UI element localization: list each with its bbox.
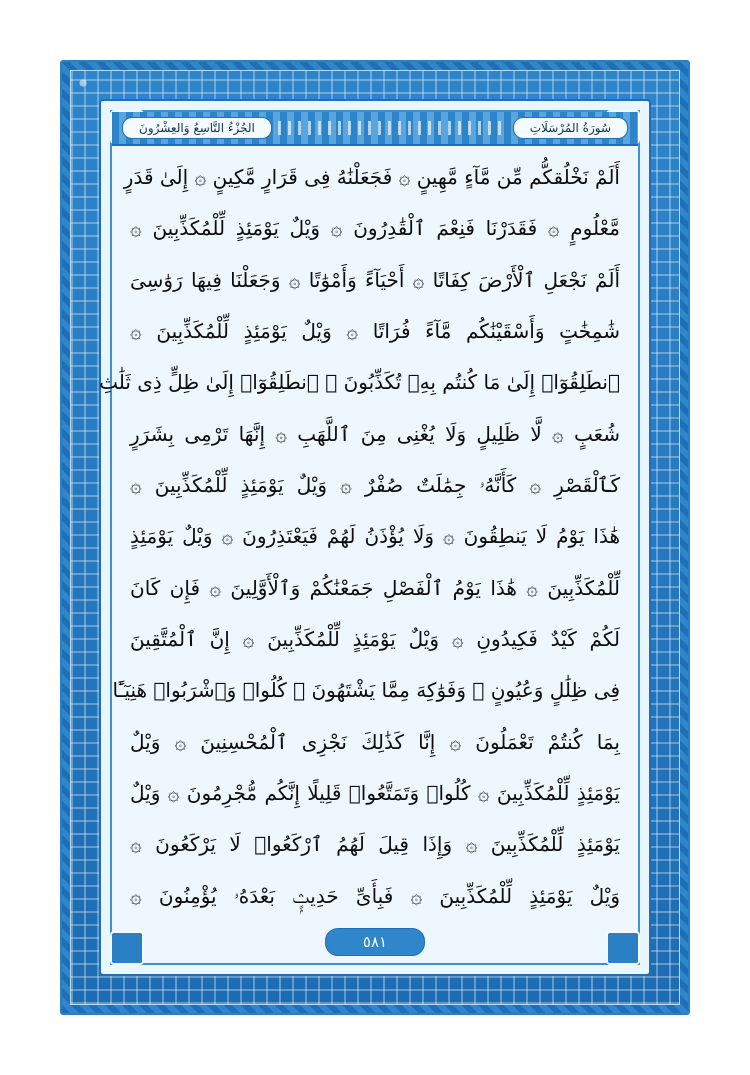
header-ornament [278, 121, 507, 135]
quran-line: لِّلْمُكَذِّبِينَ ۞ هَٰذَا يَوْمُ ٱلْفَصْلِ جَمَعْنَٰكُمْ وَٱلْأَوَّلِينَ ۞ فَإِن كَانَ [130, 575, 620, 600]
quran-line: يَوْمَئِذٍ لِّلْمُكَذِّبِينَ ۞ وَإِذَا قِيلَ لَهُمُ ٱرْكَعُوا۟ لَا يَرْكَعُونَ ۞ [130, 832, 620, 857]
quran-line: كَٱلْقَصْرِ ۞ كَأَنَّهُۥ جِمَٰلَتٌ صُفْرٌ ۞ وَيْلٌ يَوْمَئِذٍ لِّلْمُكَذِّبِينَ ۞ [130, 473, 620, 498]
quran-line: مَّعْلُومٍ ۞ فَقَدَرْنَا فَنِعْمَ ٱلْقَٰدِرُونَ ۞ وَيْلٌ يَوْمَئِذٍ لِّلْمُكَذِّبِينَ ۞ [130, 216, 620, 241]
quran-text-body [99, 156, 624, 911]
quran-line: لَكُمْ كَيْدٌ فَكِيدُونِ ۞ وَيْلٌ يَوْمَئِذٍ لِّلْمُكَذِّبِينَ ۞ إِنَّ ٱلْمُتَّقِينَ [130, 627, 620, 652]
quran-line: يَوْمَئِذٍ لِّلْمُكَذِّبِينَ ۞ كُلُوا۟ وَتَمَتَّعُوا۟ قَلِيلًا إِنَّكُم مُّجْرِمُونَ ۞ وَيْلٌ [130, 781, 620, 806]
page-border-outer [60, 60, 690, 1015]
quran-line: شَٰمِخَٰتٍ وَأَسْقَيْنَٰكُم مَّآءً فُرَاتًا ۞ وَيْلٌ يَوْمَئِذٍ لِّلْمُكَذِّبِينَ ۞ [130, 319, 620, 344]
quran-line: ٱنطَلِقُوٓا۟ إِلَىٰ مَا كُنتُم بِهِۦ تُكَذِّبُونَ ۞ ٱنطَلِقُوٓا۟ إِلَىٰ ظِلٍّ ذِى ثَلَٰثِ [99, 370, 620, 395]
surah-title-label: سُورَةُ المُرْسَلَاتِ [513, 117, 628, 139]
page-border-ornament [70, 70, 680, 1005]
quran-line: فِى ظِلَٰلٍ وَعُيُونٍ ۞ وَفَوَٰكِهَ مِمَّا يَشْتَهُونَ ۞ كُلُوا۟ وَٱشْرَبُوا۟ هَنِيٓـًٔا [112, 678, 620, 703]
quran-line: هَٰذَا يَوْمُ لَا يَنطِقُونَ ۞ وَلَا يُؤْذَنُ لَهُمْ فَيَعْتَذِرُونَ ۞ وَيْلٌ يَوْمَئِذٍ [130, 524, 620, 549]
quran-line: بِمَا كُنتُمْ تَعْمَلُونَ ۞ إِنَّا كَذَٰلِكَ نَجْزِى ٱلْمُحْسِنِينَ ۞ وَيْلٌ [130, 729, 620, 754]
page-footer [112, 919, 638, 965]
page-border-inner [101, 101, 649, 974]
page-header [112, 112, 638, 146]
page-border-inner-rule [99, 110, 640, 965]
quran-line: أَلَمْ نَجْعَلِ ٱلْأَرْضَ كِفَاتًا ۞ أَحْيَآءً وَأَمْوَٰتًا ۞ وَجَعَلْنَا فِيهَا رَوَٰسِىَ [130, 267, 620, 292]
quran-line: أَلَمْ نَخْلُقكُّم مِّن مَّآءٍ مَّهِينٍ ۞ فَجَعَلْنَٰهُ فِى قَرَارٍ مَّكِينٍ ۞ إِلَىٰ قَدَرٍ [123, 165, 620, 189]
juz-label: الجُزْءُ التَّاسِعُ وَالعِشْرُونَ [122, 117, 272, 139]
quran-line: وَيْلٌ يَوْمَئِذٍ لِّلْمُكَذِّبِينَ ۞ فَبِأَىِّ حَدِيثٍۭ بَعْدَهُۥ يُؤْمِنُونَ ۞ [130, 883, 620, 908]
page-number: ٥٨١ [325, 928, 425, 956]
quran-line: شُعَبٍ ۞ لَّا ظَلِيلٍ وَلَا يُغْنِى مِنَ ٱللَّهَبِ ۞ إِنَّهَا تَرْمِى بِشَرَرٍ [130, 421, 620, 446]
